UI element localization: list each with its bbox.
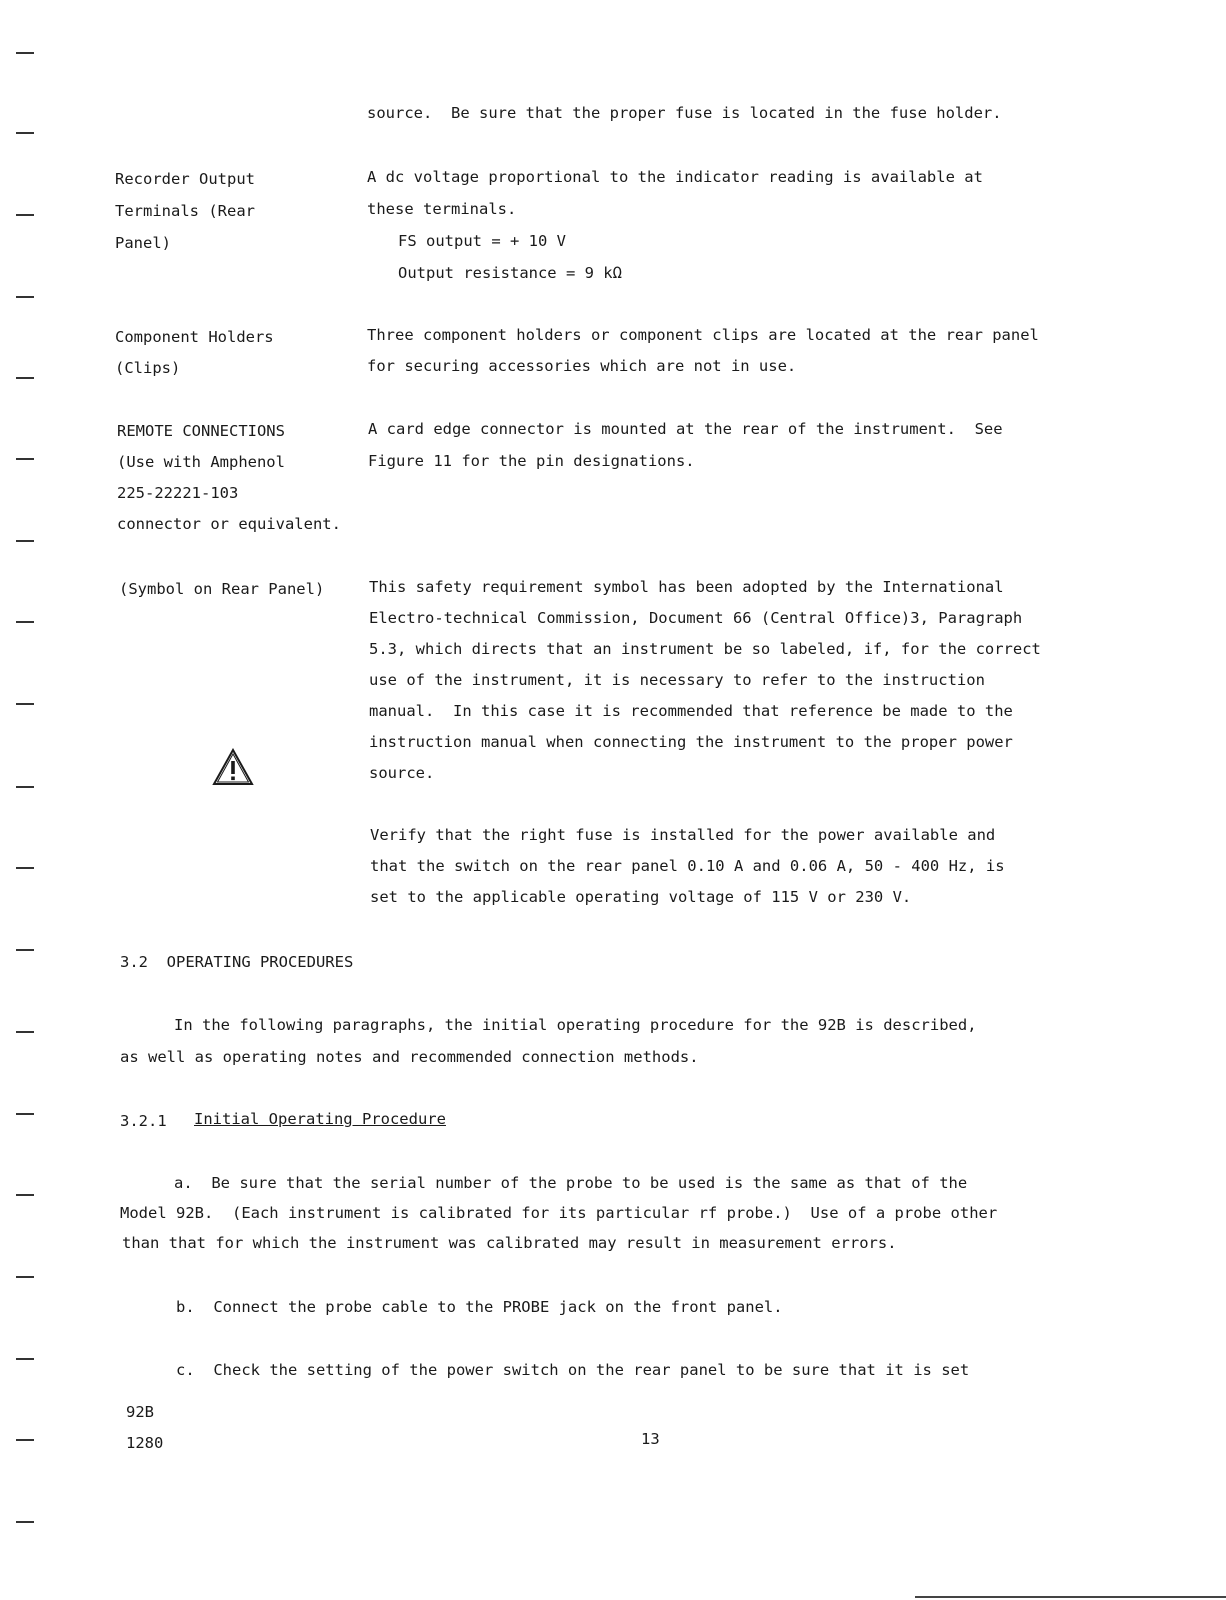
component-text-line: Three component holders or component clips are located at the rear panel: [367, 326, 1039, 344]
item-a-line: than that for which the instrument was calibrated may result in measurement errors.: [122, 1234, 897, 1252]
margin-mark: [16, 214, 34, 216]
item-a-line: Model 92B. (Each instrument is calibrated for its particular rf probe.) Use of a probe other: [120, 1204, 998, 1222]
continuation-text: source. Be sure that the proper fuse is located in the fuse holder.: [367, 104, 1002, 122]
footer-model: 92B: [126, 1403, 154, 1421]
verify-text-line: that the switch on the rear panel 0.10 A and 0.06 A, 50 - 400 Hz, is: [370, 857, 1005, 875]
symbol-text-line: use of the instrument, it is necessary to refer to the instruction: [369, 671, 985, 689]
margin-mark: [16, 1276, 34, 1278]
symbol-text-line: source.: [369, 764, 435, 782]
verify-text-line: set to the applicable operating voltage of 115 V or 230 V.: [370, 888, 912, 906]
margin-mark: [16, 703, 34, 705]
margin-mark: [16, 1031, 34, 1033]
remote-text-line: A card edge connector is mounted at the rear of the instrument. See: [368, 420, 1003, 438]
item-a-line: a. Be sure that the serial number of the probe to be used is the same as that of the: [174, 1174, 968, 1192]
subsection-title: Initial Operating Procedure: [194, 1110, 446, 1128]
output-resistance-spec: Output resistance = 9 kΩ: [398, 264, 622, 282]
recorder-text-line: these terminals.: [367, 200, 517, 218]
section-heading: 3.2 OPERATING PROCEDURES: [120, 953, 354, 971]
margin-mark: [16, 786, 34, 788]
margin-mark: [16, 458, 34, 460]
margin-mark: [16, 377, 34, 379]
section-paragraph-line: In the following paragraphs, the initial operating procedure for the 92B is described,: [174, 1016, 977, 1034]
remote-label-line: connector or equivalent.: [117, 515, 341, 533]
remote-label-line: (Use with Amphenol: [117, 453, 285, 471]
symbol-text-line: Electro-technical Commission, Document 66 (Central Office)3, Paragraph: [369, 609, 1023, 627]
symbol-text-line: 5.3, which directs that an instrument be so labeled, if, for the correct: [369, 640, 1041, 658]
symbol-text-line: manual. In this case it is recommended that reference be made to the: [369, 702, 1013, 720]
component-text-line: for securing accessories which are not in use.: [367, 357, 797, 375]
recorder-label-line: Panel): [115, 234, 171, 252]
component-label-line: (Clips): [115, 359, 181, 377]
footer-date: 1280: [126, 1434, 164, 1452]
margin-mark: [16, 867, 34, 869]
fs-output-spec: FS output = + 10 V: [398, 232, 566, 250]
margin-mark: [16, 1358, 34, 1360]
recorder-label-line: Terminals (Rear: [115, 202, 255, 220]
margin-mark: [16, 1194, 34, 1196]
recorder-text-line: A dc voltage proportional to the indicator reading is available at: [367, 168, 983, 186]
page-number: 13: [641, 1430, 660, 1448]
symbol-label: (Symbol on Rear Panel): [119, 580, 325, 598]
remote-label-line: REMOTE CONNECTIONS: [117, 422, 285, 440]
warning-triangle-icon: [212, 748, 254, 786]
symbol-text-line: This safety requirement symbol has been adopted by the International: [369, 578, 1004, 596]
margin-mark: [16, 52, 34, 54]
subsection-number: 3.2.1: [120, 1112, 167, 1130]
item-c-line: c. Check the setting of the power switch on the rear panel to be sure that it is set: [176, 1361, 970, 1379]
verify-text-line: Verify that the right fuse is installed for the power available and: [370, 826, 996, 844]
margin-mark: [16, 621, 34, 623]
margin-mark: [16, 132, 34, 134]
margin-mark: [16, 540, 34, 542]
margin-mark: [16, 949, 34, 951]
recorder-label-line: Recorder Output: [115, 170, 255, 188]
symbol-text-line: instruction manual when connecting the instrument to the proper power: [369, 733, 1013, 751]
margin-mark: [16, 1439, 34, 1441]
margin-mark: [16, 1521, 34, 1523]
section-paragraph-line: as well as operating notes and recommended connection methods.: [120, 1048, 699, 1066]
margin-mark: [16, 1113, 34, 1115]
component-label-line: Component Holders: [115, 328, 274, 346]
scan-edge-line: [915, 1596, 1226, 1598]
remote-label-line: 225-22221-103: [117, 484, 239, 502]
remote-text-line: Figure 11 for the pin designations.: [368, 452, 695, 470]
margin-mark: [16, 296, 34, 298]
item-b-line: b. Connect the probe cable to the PROBE jack on the front panel.: [176, 1298, 783, 1316]
